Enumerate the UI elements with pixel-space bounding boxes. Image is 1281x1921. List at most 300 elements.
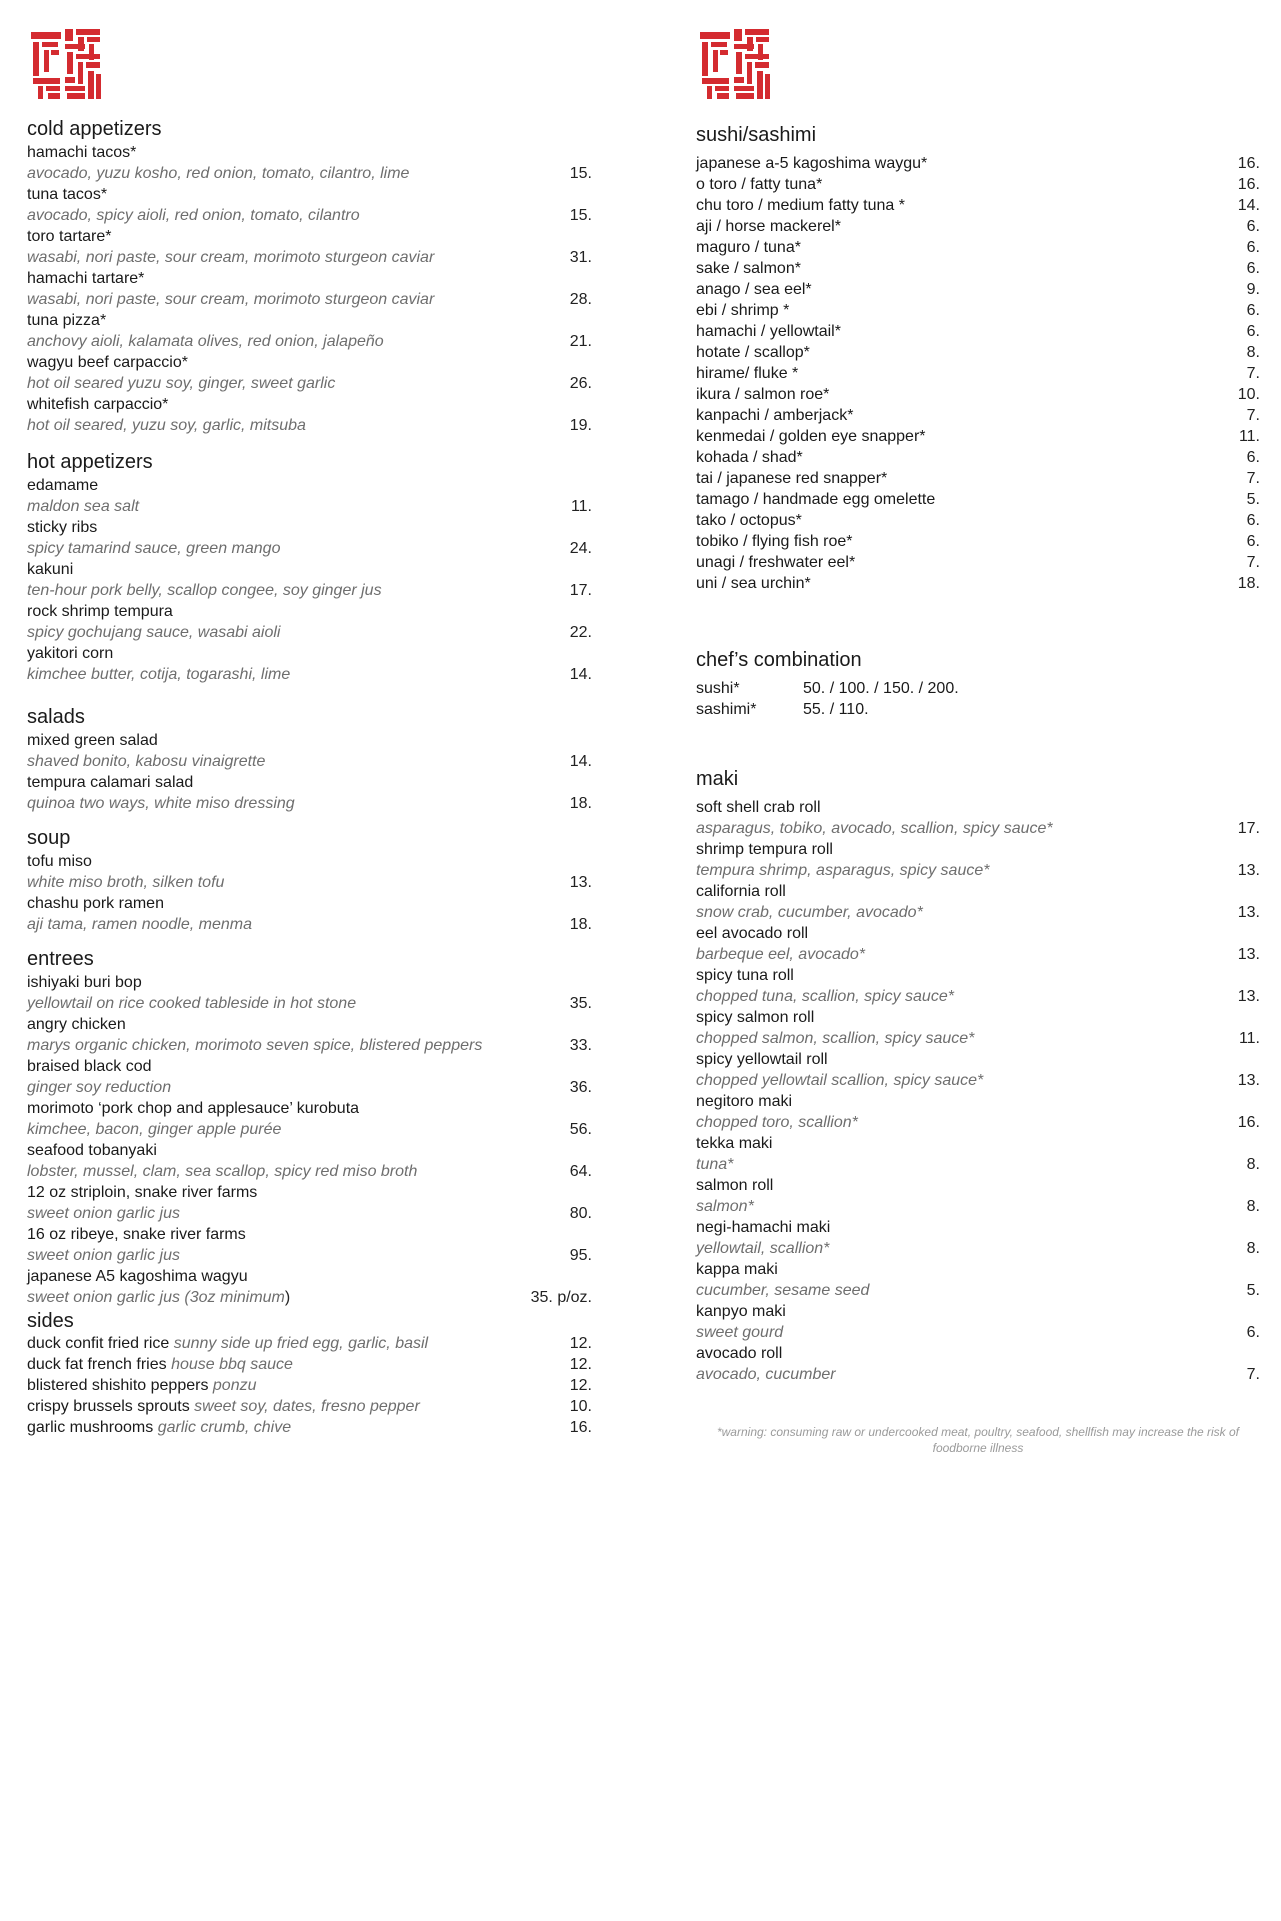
menu-item-detail-row xyxy=(696,1238,1260,1259)
menu-item-description-suffix: ) xyxy=(284,1289,291,1306)
menu-item-price: 64. xyxy=(569,1163,592,1180)
menu-item-description: ponzu xyxy=(212,1377,257,1394)
menu-item xyxy=(696,965,1260,1007)
menu-item-name: aji / horse mackerel* xyxy=(696,218,841,235)
menu-item-description xyxy=(696,1112,858,1133)
menu-item-name: hamachi tacos* xyxy=(27,144,137,161)
menu-item xyxy=(696,1091,1260,1133)
menu-item-description-text: barbeque eel, avocado* xyxy=(696,946,866,963)
menu-item-description xyxy=(27,247,434,268)
menu-item-description-text: quinoa two ways, white miso dressing xyxy=(27,795,295,812)
menu-item-price: 6. xyxy=(1246,239,1260,256)
menu-item-price: 17. xyxy=(1237,820,1260,837)
menu-item-price: 7. xyxy=(1246,407,1260,424)
menu-item-name: shrimp tempura roll xyxy=(696,841,833,858)
menu-item-detail-row xyxy=(27,373,592,394)
menu-item-price: 80. xyxy=(569,1205,592,1222)
menu-item-price: 5. xyxy=(1246,1282,1260,1299)
menu-item-description-text: hot oil seared, yuzu soy, garlic, mitsuba xyxy=(27,417,306,434)
menu-item-name: garlic mushrooms xyxy=(27,1419,154,1436)
menu-item-description xyxy=(27,331,384,352)
menu-item-detail-row xyxy=(27,1119,592,1140)
menu-item-name: seafood tobanyaki xyxy=(27,1142,157,1159)
menu-item-price: 26. xyxy=(569,375,592,392)
menu-item-price: 8. xyxy=(1246,344,1260,361)
menu-item-price: 14. xyxy=(1237,197,1260,214)
menu-item xyxy=(27,142,592,184)
menu-item-detail-row xyxy=(27,331,592,352)
menu-item-name: toro tartare* xyxy=(27,228,112,245)
menu-item xyxy=(27,1014,592,1056)
menu-item-price: 35. xyxy=(569,995,592,1012)
menu-item xyxy=(696,489,1260,510)
menu-item-name: salmon roll xyxy=(696,1177,774,1194)
menu-item xyxy=(27,972,592,1014)
menu-item xyxy=(696,1217,1260,1259)
menu-item-price: 6. xyxy=(1246,449,1260,466)
menu-item xyxy=(696,531,1260,552)
menu-item xyxy=(27,268,592,310)
menu-item-description-text: snow crab, cucumber, avocado* xyxy=(696,904,923,921)
menu-item-detail-row xyxy=(27,247,592,268)
menu-item xyxy=(27,1354,592,1375)
menu-item-description xyxy=(27,1287,290,1308)
menu-item-description xyxy=(696,1196,754,1217)
menu-item-name: tofu miso xyxy=(27,853,92,870)
menu-item xyxy=(696,426,1260,447)
menu-item-name: ishiyaki buri bop xyxy=(27,974,142,991)
menu-item-price: 7. xyxy=(1246,365,1260,382)
menu-item-price: 6. xyxy=(1246,533,1260,550)
menu-item-price: 7. xyxy=(1246,554,1260,571)
menu-item-name: kakuni xyxy=(27,561,74,578)
menu-item-name: duck fat french fries xyxy=(27,1356,167,1373)
menu-item-price: 36. xyxy=(569,1079,592,1096)
menu-item-name: kohada / shad* xyxy=(696,449,803,466)
menu-item-price: 6. xyxy=(1246,512,1260,529)
menu-item xyxy=(27,1333,592,1354)
section-title-maki: maki xyxy=(696,768,739,790)
menu-item-description xyxy=(27,751,265,772)
menu-item-description-text: tempura shrimp, asparagus, spicy sauce* xyxy=(696,862,990,879)
menu-item xyxy=(696,405,1260,426)
menu-item-description-text: maldon sea salt xyxy=(27,498,140,515)
combination-label: sashimi* xyxy=(696,701,757,718)
menu-item-description-text: tuna* xyxy=(696,1156,734,1173)
menu-item-price: 5. xyxy=(1246,491,1260,508)
menu-item-detail-row xyxy=(696,986,1260,1007)
menu-item-description xyxy=(27,1035,482,1056)
menu-item-description-text: aji tama, ramen noodle, menma xyxy=(27,916,252,933)
combination-prices: 50. / 100. / 150. / 200. xyxy=(803,680,959,697)
menu-item xyxy=(27,772,592,814)
menu-item-name: whitefish carpaccio* xyxy=(27,396,169,413)
menu-item-name: tai / japanese red snapper* xyxy=(696,470,888,487)
menu-item-name: negi-hamachi maki xyxy=(696,1219,831,1236)
menu-item-name: eel avocado roll xyxy=(696,925,809,942)
menu-item-description xyxy=(27,538,280,559)
menu-item-detail-row xyxy=(27,538,592,559)
menu-item-detail-row xyxy=(27,622,592,643)
menu-item-detail-row xyxy=(27,163,592,184)
menu-item-description xyxy=(27,373,335,394)
menu-item-description-text: sweet onion garlic jus (3oz minimum xyxy=(27,1289,285,1306)
menu-item xyxy=(696,1259,1260,1301)
menu-item xyxy=(27,1182,592,1224)
menu-item-price: 7. xyxy=(1246,1366,1260,1383)
menu-item xyxy=(696,342,1260,363)
menu-item-name: tekka maki xyxy=(696,1135,773,1152)
menu-item-name: anago / sea eel* xyxy=(696,281,812,298)
menu-item-label xyxy=(27,1396,420,1417)
menu-item-name: tuna pizza* xyxy=(27,312,107,329)
menu-item-price: 6. xyxy=(1246,260,1260,277)
menu-item-price: 11. xyxy=(1238,1030,1260,1047)
menu-item xyxy=(27,1396,592,1417)
menu-item-price: 18. xyxy=(569,916,592,933)
menu-item-price: 95. xyxy=(569,1247,592,1264)
menu-item-name: duck confit fried rice xyxy=(27,1335,170,1352)
restaurant-logo-seal xyxy=(30,28,102,100)
menu-item xyxy=(696,797,1260,839)
menu-item-name: rock shrimp tempura xyxy=(27,603,173,620)
section-title-cold-appetizers: cold appetizers xyxy=(27,118,162,140)
menu-item-detail-row xyxy=(27,793,592,814)
menu-item-name: crispy brussels sprouts xyxy=(27,1398,190,1415)
menu-item-detail-row xyxy=(696,1112,1260,1133)
menu-item-description xyxy=(27,580,382,601)
menu-item-name: kanpachi / amberjack* xyxy=(696,407,854,424)
menu-item-description-text: chopped salmon, scallion, spicy sauce* xyxy=(696,1030,975,1047)
menu-item-description xyxy=(696,1028,974,1049)
menu-item-price: 13. xyxy=(1237,904,1260,921)
menu-item-label xyxy=(27,1417,291,1438)
menu-item-price: 22. xyxy=(569,624,592,641)
menu-item-description xyxy=(27,415,306,436)
menu-item-description xyxy=(696,1280,869,1301)
menu-item-name: tamago / handmade egg omelette xyxy=(696,491,936,508)
menu-item-description-text: sweet onion garlic jus xyxy=(27,1205,180,1222)
section-title-salads: salads xyxy=(27,706,85,728)
menu-item xyxy=(696,839,1260,881)
menu-item-description xyxy=(27,1161,417,1182)
menu-item-label xyxy=(27,1375,256,1396)
menu-item-description xyxy=(696,860,989,881)
menu-item-price: 12. xyxy=(569,1356,592,1373)
menu-item-detail-row xyxy=(27,751,592,772)
hot-appetizers-list xyxy=(27,475,592,685)
menu-item-description: house bbq sauce xyxy=(171,1356,293,1373)
menu-item-name: kappa maki xyxy=(696,1261,778,1278)
menu-item-description-text: cucumber, sesame seed xyxy=(696,1282,870,1299)
menu-item-name: ikura / salmon roe* xyxy=(696,386,830,403)
menu-item-name: morimoto ‘pork chop and applesauce’ kurobuta xyxy=(27,1100,360,1117)
menu-item-name: braised black cod xyxy=(27,1058,152,1075)
menu-item-price: 12. xyxy=(569,1377,592,1394)
menu-item-description-text: sweet gourd xyxy=(696,1324,784,1341)
menu-item xyxy=(27,1266,592,1308)
menu-item-description: garlic crumb, chive xyxy=(157,1419,292,1436)
section-title-soup: soup xyxy=(27,827,71,849)
menu-item-name: kenmedai / golden eye snapper* xyxy=(696,428,926,445)
menu-item-name: tobiko / flying fish roe* xyxy=(696,533,853,550)
menu-item-price: 16. xyxy=(1237,1114,1260,1131)
menu-item xyxy=(27,475,592,517)
menu-item-detail-row xyxy=(696,944,1260,965)
menu-item-price: 21. xyxy=(569,333,592,350)
menu-item-price: 35. p/oz. xyxy=(530,1289,592,1306)
menu-item-name: tempura calamari salad xyxy=(27,774,194,791)
menu-item-name: spicy yellowtail roll xyxy=(696,1051,828,1068)
menu-item-name: maguro / tuna* xyxy=(696,239,801,256)
menu-item-price: 10. xyxy=(569,1398,592,1415)
menu-item-name: uni / sea urchin* xyxy=(696,575,811,592)
menu-item xyxy=(27,394,592,436)
sides-list xyxy=(27,1333,592,1438)
menu-item xyxy=(696,363,1260,384)
menu-item-description-text: ten-hour pork belly, scallop congee, soy ginger jus xyxy=(27,582,382,599)
menu-item-price: 16. xyxy=(1237,155,1260,172)
menu-item-name: tuna tacos* xyxy=(27,186,108,203)
menu-item xyxy=(696,1133,1260,1175)
menu-item-description-text: chopped yellowtail scallion, spicy sauce* xyxy=(696,1072,984,1089)
menu-item-detail-row xyxy=(27,580,592,601)
menu-item xyxy=(27,1417,592,1438)
menu-item-description-text: avocado, spicy aioli, red onion, tomato, cilantro xyxy=(27,207,360,224)
menu-item-description xyxy=(27,793,295,814)
menu-item-price: 9. xyxy=(1246,281,1260,298)
menu-item-detail-row xyxy=(27,1161,592,1182)
menu-item-description xyxy=(696,818,1053,839)
menu-item-detail-row xyxy=(696,1280,1260,1301)
menu-item-name: hamachi tartare* xyxy=(27,270,145,287)
menu-item xyxy=(696,1343,1260,1385)
menu-item-name: unagi / freshwater eel* xyxy=(696,554,856,571)
menu-item-description-text: wasabi, nori paste, sour cream, morimoto sturgeon caviar xyxy=(27,291,435,308)
menu-item-detail-row xyxy=(27,872,592,893)
menu-item-price: 14. xyxy=(569,753,592,770)
menu-item-price: 6. xyxy=(1246,302,1260,319)
menu-item xyxy=(696,1301,1260,1343)
menu-item-description xyxy=(696,1154,733,1175)
menu-item-name: yakitori corn xyxy=(27,645,114,662)
menu-item-name: angry chicken xyxy=(27,1016,126,1033)
menu-item-price: 18. xyxy=(1237,575,1260,592)
menu-item-name: california roll xyxy=(696,883,786,900)
menu-item-price: 28. xyxy=(569,291,592,308)
menu-item-description xyxy=(27,496,139,517)
combination-item xyxy=(696,678,1260,699)
menu-item-price: 7. xyxy=(1246,470,1260,487)
menu-item-price: 13. xyxy=(1237,988,1260,1005)
menu-item-description-text: marys organic chicken, morimoto seven spice, blistered peppers xyxy=(27,1037,483,1054)
menu-item-price: 13. xyxy=(569,874,592,891)
menu-item-description xyxy=(27,1203,180,1224)
menu-item-description xyxy=(27,289,434,310)
menu-item-description xyxy=(696,1070,983,1091)
menu-item-label xyxy=(27,1333,428,1354)
menu-item-price: 8. xyxy=(1246,1198,1260,1215)
menu-item xyxy=(696,195,1260,216)
menu-item-description-text: chopped tuna, scallion, spicy sauce* xyxy=(696,988,954,1005)
menu-item-description xyxy=(27,205,360,226)
menu-item-description-text: white miso broth, silken tofu xyxy=(27,874,225,891)
chefs-combination-list xyxy=(696,678,1260,720)
menu-item-name: kanpyo maki xyxy=(696,1303,786,1320)
menu-item-name: spicy tuna roll xyxy=(696,967,794,984)
menu-item-name: o toro / fatty tuna* xyxy=(696,176,823,193)
menu-item-description xyxy=(27,1077,171,1098)
menu-item-price: 11. xyxy=(1238,428,1260,445)
menu-item-detail-row xyxy=(27,664,592,685)
menu-item-price: 10. xyxy=(1237,386,1260,403)
menu-item-description xyxy=(696,1364,836,1385)
menu-item-description-text: lobster, mussel, clam, sea scallop, spicy red miso broth xyxy=(27,1163,418,1180)
menu-item-detail-row xyxy=(27,1077,592,1098)
section-title-sides: sides xyxy=(27,1310,74,1332)
menu-item-description xyxy=(27,622,280,643)
menu-item-description-text: anchovy aioli, kalamata olives, red onion, jalapeño xyxy=(27,333,384,350)
menu-item-name: hotate / scallop* xyxy=(696,344,810,361)
menu-item-detail-row xyxy=(27,914,592,935)
menu-item xyxy=(27,310,592,352)
menu-item-description xyxy=(696,1322,783,1343)
menu-item-price: 13. xyxy=(1237,946,1260,963)
menu-item-description-text: kimchee butter, cotija, togarashi, lime xyxy=(27,666,291,683)
menu-item-name: blistered shishito peppers xyxy=(27,1377,209,1394)
menu-item-price: 16. xyxy=(1237,176,1260,193)
menu-item-name: soft shell crab roll xyxy=(696,799,821,816)
menu-item-description xyxy=(27,1119,281,1140)
menu-item xyxy=(27,184,592,226)
menu-item-description-text: wasabi, nori paste, sour cream, morimoto sturgeon caviar xyxy=(27,249,435,266)
combination-prices: 55. / 110. xyxy=(803,701,869,718)
menu-item-price: 8. xyxy=(1246,1156,1260,1173)
menu-item-label xyxy=(27,1354,293,1375)
menu-item-name: wagyu beef carpaccio* xyxy=(27,354,188,371)
menu-item-detail-row xyxy=(696,818,1260,839)
menu-item-price: 12. xyxy=(569,1335,592,1352)
menu-item-price: 31. xyxy=(569,249,592,266)
menu-item xyxy=(696,237,1260,258)
menu-item-price: 24. xyxy=(569,540,592,557)
menu-item-description-text: chopped toro, scallion* xyxy=(696,1114,858,1131)
menu-item-description-text: shaved bonito, kabosu vinaigrette xyxy=(27,753,266,770)
menu-item xyxy=(696,321,1260,342)
menu-item xyxy=(696,216,1260,237)
menu-item xyxy=(696,174,1260,195)
menu-item-description-text: yellowtail, scallion* xyxy=(696,1240,830,1257)
menu-item xyxy=(27,559,592,601)
menu-item-name: mixed green salad xyxy=(27,732,158,749)
menu-item-name: hamachi / yellowtail* xyxy=(696,323,841,340)
menu-item-name: tako / octopus* xyxy=(696,512,802,529)
menu-item-detail-row xyxy=(696,1196,1260,1217)
menu-item-price: 17. xyxy=(569,582,592,599)
menu-item xyxy=(696,573,1260,594)
menu-item-price: 56. xyxy=(569,1121,592,1138)
menu-item xyxy=(696,1007,1260,1049)
menu-item xyxy=(27,851,592,893)
menu-item-name: hirame/ fluke * xyxy=(696,365,799,382)
menu-item xyxy=(696,881,1260,923)
menu-item-price: 8. xyxy=(1246,1240,1260,1257)
menu-item-description xyxy=(696,1238,829,1259)
menu-item-price: 6. xyxy=(1246,323,1260,340)
menu-item-description xyxy=(696,902,923,923)
menu-item xyxy=(696,468,1260,489)
menu-item-price: 33. xyxy=(569,1037,592,1054)
menu-item-price: 6. xyxy=(1246,218,1260,235)
menu-item-detail-row xyxy=(696,1070,1260,1091)
salads-list xyxy=(27,730,592,814)
menu-item-price: 11. xyxy=(570,498,592,515)
menu-item-detail-row xyxy=(27,496,592,517)
entrees-list xyxy=(27,972,592,1308)
menu-item-description xyxy=(696,944,865,965)
menu-item xyxy=(696,1049,1260,1091)
menu-item xyxy=(696,279,1260,300)
menu-item xyxy=(27,643,592,685)
menu-item-description xyxy=(27,872,224,893)
menu-item-name: japanese a-5 kagoshima waygu* xyxy=(696,155,928,172)
menu-item-description-text: salmon* xyxy=(696,1198,754,1215)
menu-item-name: ebi / shrimp * xyxy=(696,302,790,319)
menu-item xyxy=(696,258,1260,279)
menu-item-detail-row xyxy=(27,415,592,436)
menu-item-name: spicy salmon roll xyxy=(696,1009,815,1026)
menu-item-price: 15. xyxy=(569,207,592,224)
menu-item-detail-row xyxy=(696,902,1260,923)
menu-item-price: 6. xyxy=(1246,1324,1260,1341)
menu-item-detail-row xyxy=(696,1322,1260,1343)
section-title-hot-appetizers: hot appetizers xyxy=(27,451,153,473)
combination-item xyxy=(696,699,1260,720)
menu-item-description-text: asparagus, tobiko, avocado, scallion, spicy sauce* xyxy=(696,820,1053,837)
menu-item-name: negitoro maki xyxy=(696,1093,793,1110)
menu-item-detail-row xyxy=(27,289,592,310)
menu-item-description-text: ginger soy reduction xyxy=(27,1079,172,1096)
menu-item-detail-row xyxy=(27,993,592,1014)
menu-item xyxy=(696,510,1260,531)
menu-item-price: 14. xyxy=(569,666,592,683)
menu-item-price: 18. xyxy=(569,795,592,812)
maki-list xyxy=(696,797,1260,1385)
menu-item xyxy=(27,226,592,268)
menu-item-name: chu toro / medium fatty tuna * xyxy=(696,197,905,214)
menu-item-detail-row xyxy=(696,1028,1260,1049)
menu-item-detail-row xyxy=(27,1035,592,1056)
menu-item-detail-row xyxy=(27,1245,592,1266)
menu-item xyxy=(27,893,592,935)
menu-item-description-text: spicy gochujang sauce, wasabi aioli xyxy=(27,624,281,641)
menu-item-name: edamame xyxy=(27,477,99,494)
menu-item-name: 12 oz striploin, snake river farms xyxy=(27,1184,258,1201)
menu-item xyxy=(27,1098,592,1140)
combination-label: sushi* xyxy=(696,680,740,697)
menu-item-description-text: avocado, cucumber xyxy=(696,1366,836,1383)
menu-item-name: avocado roll xyxy=(696,1345,783,1362)
restaurant-logo-seal xyxy=(699,28,771,100)
soup-list xyxy=(27,851,592,935)
menu-item-description xyxy=(27,993,356,1014)
menu-item-price: 15. xyxy=(569,165,592,182)
menu-item-description-text: avocado, yuzu kosho, red onion, tomato, cilantro, lime xyxy=(27,165,410,182)
menu-item-name: chashu pork ramen xyxy=(27,895,164,912)
menu-item-price: 19. xyxy=(569,417,592,434)
menu-item xyxy=(696,447,1260,468)
menu-item xyxy=(696,923,1260,965)
